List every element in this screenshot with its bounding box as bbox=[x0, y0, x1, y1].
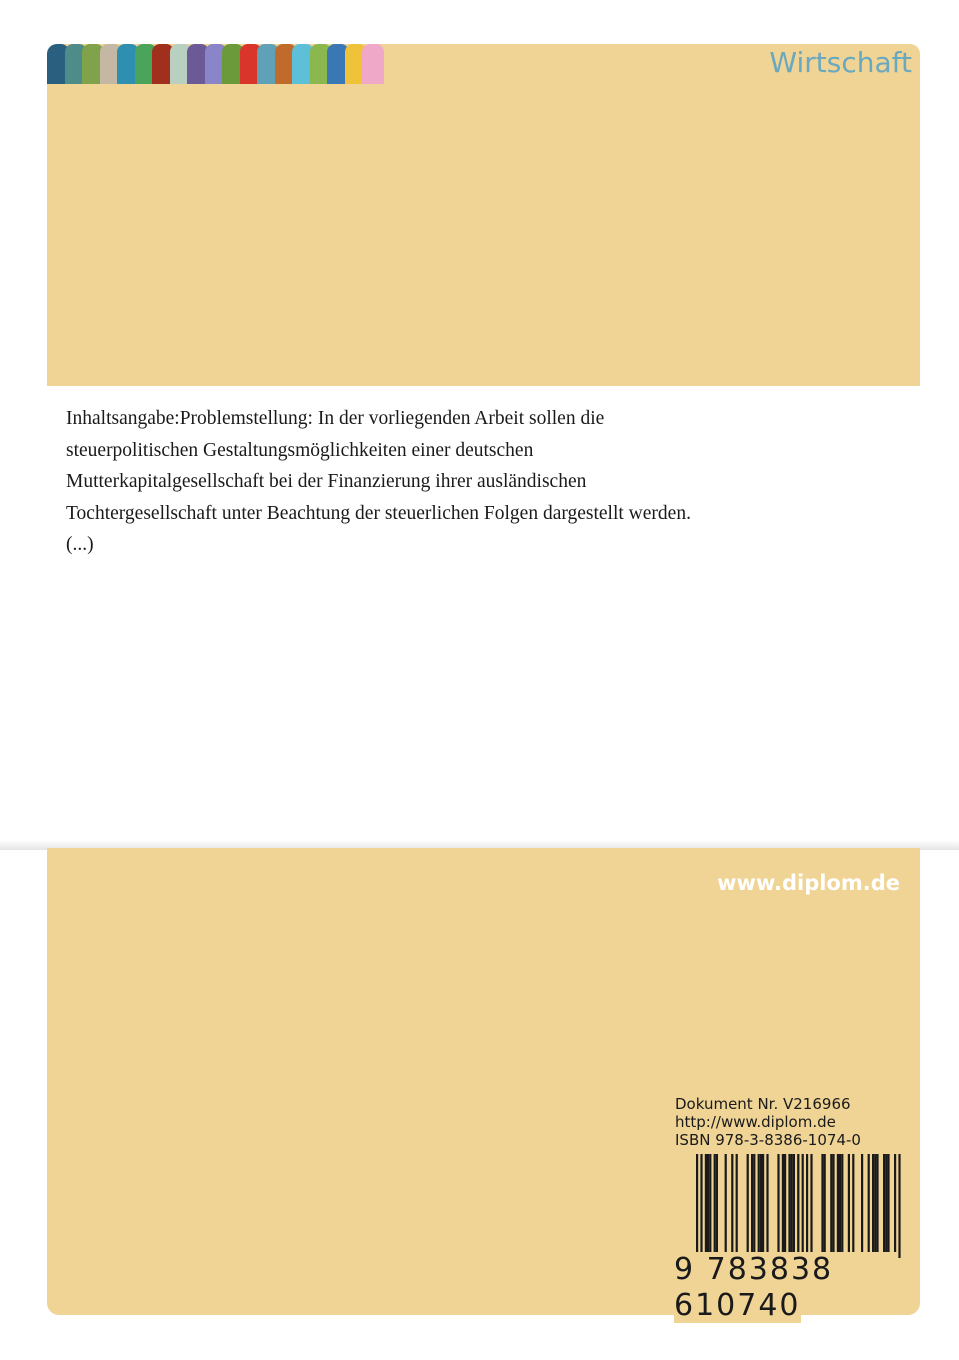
barcode-bar bbox=[898, 1154, 900, 1258]
publication-info bbox=[675, 1095, 861, 1149]
barcode-bar bbox=[872, 1154, 874, 1252]
barcode-bar bbox=[736, 1154, 738, 1252]
color-stripe bbox=[362, 44, 384, 84]
barcode-bar bbox=[714, 1154, 716, 1252]
barcode-bar bbox=[837, 1154, 839, 1252]
barcode-bar bbox=[753, 1154, 755, 1252]
barcode-bar bbox=[797, 1154, 799, 1258]
barcode-bar bbox=[832, 1154, 834, 1252]
barcode-bar bbox=[762, 1154, 764, 1252]
barcode-bar bbox=[709, 1154, 711, 1252]
barcode-digits-text: 9 783838 610740 bbox=[674, 1252, 834, 1323]
color-stripe-bar bbox=[47, 44, 387, 84]
barcode-bar bbox=[883, 1154, 885, 1252]
barcode-bar bbox=[700, 1154, 702, 1258]
barcode-bar bbox=[806, 1154, 808, 1252]
blurb-line: Mutterkapitalgesellschaft bei der Finanzierung ihrer ausländischen bbox=[66, 471, 587, 492]
barcode-bar bbox=[766, 1154, 768, 1252]
barcode-bar bbox=[707, 1154, 709, 1252]
category-label: Wirtschaft bbox=[769, 46, 912, 79]
cover-top-panel bbox=[47, 44, 920, 386]
barcode-bar bbox=[852, 1154, 854, 1252]
barcode-bar bbox=[793, 1154, 795, 1252]
barcode-bar bbox=[716, 1154, 718, 1252]
barcode-bar bbox=[876, 1154, 878, 1252]
website-label: www.diplom.de bbox=[717, 871, 900, 895]
barcode-digits bbox=[674, 1252, 902, 1324]
document-number: Dokument Nr. V216966 bbox=[675, 1095, 851, 1113]
barcode bbox=[674, 1150, 902, 1323]
isbn: ISBN 978-3-8386-1074-0 bbox=[675, 1131, 861, 1149]
barcode-bar bbox=[731, 1154, 733, 1252]
barcode-bar bbox=[725, 1154, 727, 1252]
blurb-line: Inhaltsangabe:Problemstellung: In der vorliegenden Arbeit sollen die bbox=[66, 408, 605, 429]
barcode-bar bbox=[868, 1154, 870, 1252]
barcode-bar bbox=[788, 1154, 790, 1252]
publisher-url: http://www.diplom.de bbox=[675, 1113, 836, 1131]
barcode-bar bbox=[830, 1154, 832, 1252]
barcode-bar bbox=[874, 1154, 876, 1252]
barcode-bar bbox=[747, 1154, 749, 1252]
barcode-bar bbox=[791, 1154, 793, 1252]
barcode-bar bbox=[887, 1154, 889, 1252]
barcode-bar bbox=[861, 1154, 863, 1252]
barcode-bar bbox=[696, 1154, 698, 1258]
blurb-line: (...) bbox=[66, 534, 94, 555]
barcode-bar bbox=[784, 1154, 786, 1252]
barcode-bar bbox=[705, 1154, 707, 1252]
barcode-bar bbox=[777, 1154, 779, 1252]
barcode-bar bbox=[839, 1154, 841, 1252]
barcode-bar bbox=[824, 1154, 826, 1252]
barcode-bar bbox=[885, 1154, 887, 1252]
barcode-bar bbox=[760, 1154, 762, 1252]
barcode-bar bbox=[782, 1154, 784, 1252]
barcode-bar bbox=[821, 1154, 823, 1252]
barcode-bar bbox=[751, 1154, 753, 1252]
blurb-line: steuerpolitischen Gestaltungsmöglichkeiten einer deutschen bbox=[66, 439, 534, 461]
barcode-bar bbox=[894, 1154, 896, 1252]
blurb-line: Tochtergesellschaft unter Beachtung der steuerlichen Folgen dargestellt werden. bbox=[66, 502, 691, 524]
barcode-bar bbox=[848, 1154, 850, 1252]
blurb-text bbox=[66, 403, 786, 561]
barcode-bar bbox=[758, 1154, 760, 1252]
barcode-bar bbox=[810, 1154, 812, 1252]
barcode-bars bbox=[674, 1150, 902, 1260]
barcode-bar bbox=[802, 1154, 804, 1258]
barcode-bar bbox=[841, 1154, 843, 1252]
